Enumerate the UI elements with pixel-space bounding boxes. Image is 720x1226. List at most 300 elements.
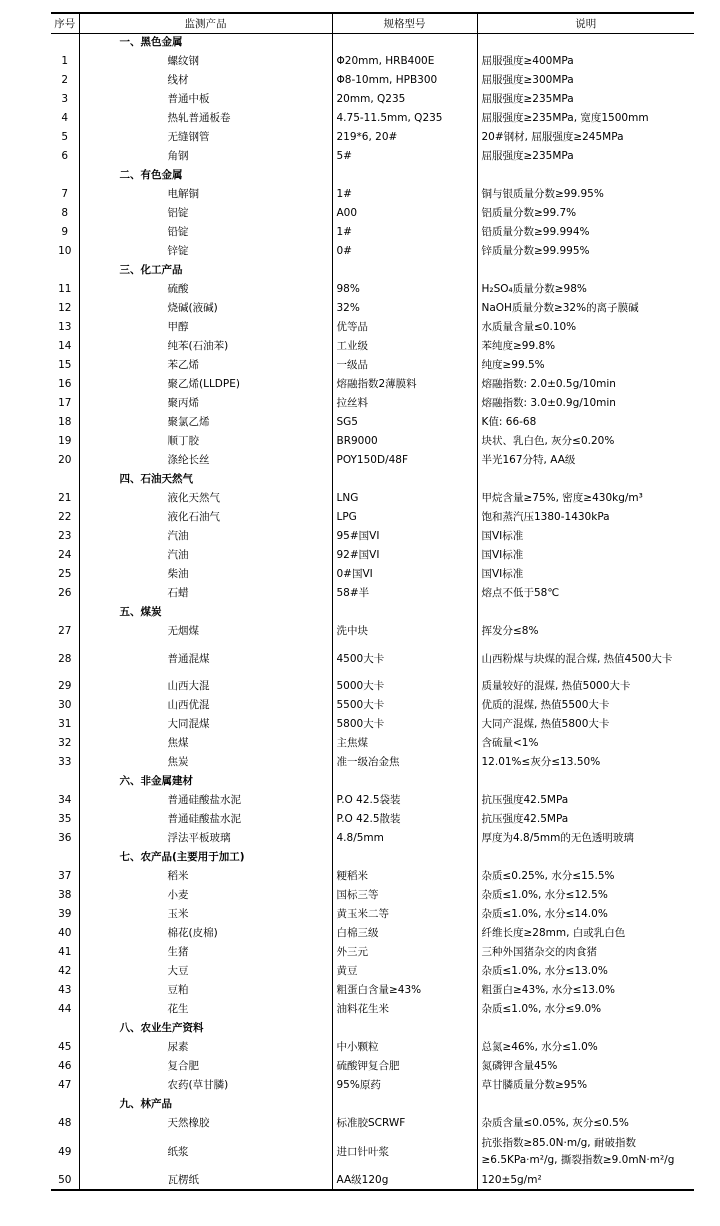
row-number-cell: 23: [51, 527, 79, 546]
category-row: [51, 1019, 694, 1038]
table-row: [51, 71, 694, 90]
row-number-cell: 44: [51, 1000, 79, 1019]
row-number-cell: 25: [51, 565, 79, 584]
row-number-cell: 43: [51, 981, 79, 1000]
spec-cell: [332, 848, 477, 867]
product-cell: 山西优混: [79, 696, 332, 715]
product-cell: 苯乙烯: [79, 356, 332, 375]
spec-cell: [332, 166, 477, 185]
table-row: [51, 204, 694, 223]
product-cell: 花生: [79, 1000, 332, 1019]
product-cell: 纸浆: [79, 1133, 332, 1171]
desc-cell: 草甘膦质量分数≥95%: [481, 1079, 588, 1091]
spec-cell: 1#: [332, 185, 477, 204]
product-cell: 大豆: [79, 962, 332, 981]
category-label: 七、农产品(主要用于加工): [79, 848, 332, 867]
spec-cell: 5#: [332, 147, 477, 166]
product-cell: 普通混煤: [79, 641, 332, 677]
spec-cell: 92#国VI: [332, 546, 477, 565]
row-number-cell: 41: [51, 943, 79, 962]
desc-cell: [477, 848, 694, 867]
product-cell: 铅锭: [79, 223, 332, 242]
product-cell: 小麦: [79, 886, 332, 905]
table-row: [51, 734, 694, 753]
row-number-cell: 14: [51, 337, 79, 356]
product-cell: 柴油: [79, 565, 332, 584]
row-number-cell: 47: [51, 1076, 79, 1095]
table-row: [51, 715, 694, 734]
row-number-cell: 29: [51, 677, 79, 696]
table-row: [51, 337, 694, 356]
row-number-cell: 3: [51, 90, 79, 109]
row-number-cell: [51, 772, 79, 791]
desc-cell: 12.01%≤灰分≤13.50%: [481, 756, 601, 768]
table-row: [51, 791, 694, 810]
table-row: [51, 829, 694, 848]
table-row: [51, 280, 694, 299]
row-number-cell: 12: [51, 299, 79, 318]
spec-cell: 4500大卡: [332, 641, 477, 677]
product-cell: 无烟煤: [79, 622, 332, 641]
table-row: [51, 147, 694, 166]
table-row: [51, 962, 694, 981]
spec-cell: LPG: [332, 508, 477, 527]
category-label: 五、煤炭: [79, 603, 332, 622]
row-number-cell: 10: [51, 242, 79, 261]
category-label: 三、化工产品: [79, 261, 332, 280]
table-row: [51, 677, 694, 696]
table-row: [51, 810, 694, 829]
product-cell: 大同混煤: [79, 715, 332, 734]
desc-cell: 纤维长度≥28mm, 白或乳白色: [481, 927, 626, 939]
row-number-cell: 35: [51, 810, 79, 829]
row-number-cell: 8: [51, 204, 79, 223]
spec-cell: [332, 261, 477, 280]
table-header-row: [51, 13, 694, 33]
row-number-cell: 26: [51, 584, 79, 603]
spec-cell: [332, 33, 477, 52]
spec-cell: A00: [332, 204, 477, 223]
table-row: [51, 375, 694, 394]
row-number-cell: 7: [51, 185, 79, 204]
table-row: [51, 1076, 694, 1095]
spec-cell: 95#国VI: [332, 527, 477, 546]
table-row: [51, 905, 694, 924]
product-cell: 无缝钢管: [79, 128, 332, 147]
header-desc: 说明: [477, 13, 694, 33]
desc-cell: 苯纯度≥99.8%: [481, 340, 556, 352]
desc-cell: 纯度≥99.5%: [481, 359, 545, 371]
product-cell: 农药(草甘膦): [79, 1076, 332, 1095]
row-number-cell: [51, 603, 79, 622]
table-row: [51, 451, 694, 470]
spec-cell: 5000大卡: [332, 677, 477, 696]
product-cell: 尿素: [79, 1038, 332, 1057]
table-row: [51, 413, 694, 432]
row-number-cell: 32: [51, 734, 79, 753]
spec-cell: 进口针叶浆: [332, 1133, 477, 1171]
desc-cell: 半光167分特, AA级: [481, 454, 576, 466]
spec-cell: [332, 772, 477, 791]
table-row: [51, 242, 694, 261]
spec-cell: 白棉三级: [332, 924, 477, 943]
desc-cell: [477, 470, 694, 489]
row-number-cell: [51, 33, 79, 52]
product-cell: 液化天然气: [79, 489, 332, 508]
desc-cell: 熔点不低于58℃: [481, 587, 560, 599]
row-number-cell: 5: [51, 128, 79, 147]
product-cell: 热轧普通板卷: [79, 109, 332, 128]
row-number-cell: [51, 166, 79, 185]
table-row: [51, 1057, 694, 1076]
desc-cell: 国VI标准: [481, 568, 524, 580]
desc-cell: NaOH质量分数≥32%的离子膜碱: [481, 302, 639, 314]
product-cell: 棉花(皮棉): [79, 924, 332, 943]
spec-cell: 5800大卡: [332, 715, 477, 734]
table-row: [51, 1133, 694, 1171]
table-row: [51, 109, 694, 128]
product-cell: 纯苯(石油苯): [79, 337, 332, 356]
table-row: [51, 943, 694, 962]
table-row: [51, 867, 694, 886]
product-cell: 豆粕: [79, 981, 332, 1000]
row-number-cell: 11: [51, 280, 79, 299]
row-number-cell: 46: [51, 1057, 79, 1076]
desc-cell: [477, 603, 694, 622]
table-row: [51, 394, 694, 413]
row-number-cell: 36: [51, 829, 79, 848]
spec-cell: 98%: [332, 280, 477, 299]
row-number-cell: [51, 261, 79, 280]
row-number-cell: [51, 1019, 79, 1038]
table-row: [51, 185, 694, 204]
desc-cell: 水质量含量≤0.10%: [481, 321, 577, 333]
product-cell: 石蜡: [79, 584, 332, 603]
product-cell: 瓦楞纸: [79, 1171, 332, 1190]
product-cell: 普通中板: [79, 90, 332, 109]
desc-cell: 三种外国猪杂交的肉食猪: [481, 946, 597, 958]
spec-cell: POY150D/48F: [332, 451, 477, 470]
spec-cell: 中小颗粒: [332, 1038, 477, 1057]
header-no: 序号: [51, 13, 79, 33]
desc-cell: 20#钢材, 屈服强度≥245MPa: [481, 131, 624, 143]
desc-cell: 屈服强度≥235MPa: [481, 150, 574, 162]
table-row: [51, 90, 694, 109]
category-label: 二、有色金属: [79, 166, 332, 185]
row-number-cell: 4: [51, 109, 79, 128]
product-cell: 角钢: [79, 147, 332, 166]
desc-cell: H₂SO₄质量分数≥98%: [481, 283, 587, 295]
table-row: [51, 318, 694, 337]
category-row: [51, 772, 694, 791]
desc-cell: 粗蛋白≥43%, 水分≤13.0%: [481, 984, 615, 996]
desc-cell: 杂质≤1.0%, 水分≤13.0%: [481, 965, 608, 977]
table-row: [51, 356, 694, 375]
desc-cell: 优质的混煤, 热值5500大卡: [481, 699, 610, 711]
product-cell: 玉米: [79, 905, 332, 924]
desc-cell: [477, 1095, 694, 1114]
desc-cell: 屈服强度≥235MPa, 宽度1500mm: [481, 112, 649, 124]
table-row: [51, 924, 694, 943]
product-cell: 普通硅酸盐水泥: [79, 791, 332, 810]
row-number-cell: 2: [51, 71, 79, 90]
category-row: [51, 261, 694, 280]
desc-cell: 块状、乳白色, 灰分≤0.20%: [481, 435, 615, 447]
row-number-cell: 39: [51, 905, 79, 924]
product-cell: 天然橡胶: [79, 1114, 332, 1133]
product-cell: 聚丙烯: [79, 394, 332, 413]
row-number-cell: 40: [51, 924, 79, 943]
product-cell: 甲醇: [79, 318, 332, 337]
spec-cell: Φ8-10mm, HPB300: [332, 71, 477, 90]
table-row: [51, 886, 694, 905]
category-row: [51, 603, 694, 622]
table-row: [51, 641, 694, 677]
product-cell: 汽油: [79, 527, 332, 546]
row-number-cell: 37: [51, 867, 79, 886]
category-label: 八、农业生产资料: [79, 1019, 332, 1038]
product-cell: 烧碱(液碱): [79, 299, 332, 318]
desc-cell: 杂质≤1.0%, 水分≤9.0%: [481, 1003, 602, 1015]
spec-cell: 32%: [332, 299, 477, 318]
category-row: [51, 1095, 694, 1114]
product-cell: 普通硅酸盐水泥: [79, 810, 332, 829]
row-number-cell: 20: [51, 451, 79, 470]
desc-cell: 熔融指数: 2.0±0.5g/10min: [481, 378, 616, 390]
spec-cell: LNG: [332, 489, 477, 508]
row-number-cell: 16: [51, 375, 79, 394]
row-number-cell: [51, 470, 79, 489]
product-cell: 聚乙烯(LLDPE): [79, 375, 332, 394]
desc-cell: [477, 166, 694, 185]
category-label: 六、非金属建材: [79, 772, 332, 791]
desc-cell: 屈服强度≥235MPa: [481, 93, 574, 105]
table-row: [51, 52, 694, 71]
table-row: [51, 584, 694, 603]
spec-cell: 0#国VI: [332, 565, 477, 584]
header-spec: 规格型号: [332, 13, 477, 33]
desc-cell: 抗压强度42.5MPa: [481, 794, 569, 806]
row-number-cell: [51, 848, 79, 867]
spec-cell: 优等品: [332, 318, 477, 337]
spec-cell: 5500大卡: [332, 696, 477, 715]
product-cell: 锌锭: [79, 242, 332, 261]
row-number-cell: 33: [51, 753, 79, 772]
row-number-cell: 50: [51, 1171, 79, 1190]
product-cell: 浮法平板玻璃: [79, 829, 332, 848]
spec-cell: [332, 470, 477, 489]
product-cell: 山西大混: [79, 677, 332, 696]
header-product: 监测产品: [79, 13, 332, 33]
row-number-cell: 17: [51, 394, 79, 413]
spec-cell: [332, 1019, 477, 1038]
product-cell: 汽油: [79, 546, 332, 565]
row-number-cell: 9: [51, 223, 79, 242]
spec-cell: 一级品: [332, 356, 477, 375]
category-row: [51, 848, 694, 867]
spec-cell: 标准胶SCRWF: [332, 1114, 477, 1133]
product-cell: 硫酸: [79, 280, 332, 299]
desc-cell: 铜与银质量分数≥99.95%: [481, 188, 604, 200]
desc-cell: 大同产混煤, 热值5800大卡: [481, 718, 610, 730]
desc-cell: 熔融指数: 3.0±0.9g/10min: [481, 397, 616, 409]
desc-cell: 铝质量分数≥99.7%: [481, 207, 577, 219]
row-number-cell: 27: [51, 622, 79, 641]
desc-cell: 国VI标准: [481, 530, 524, 542]
spec-cell: 0#: [332, 242, 477, 261]
table-row: [51, 622, 694, 641]
desc-cell: 屈服强度≥400MPa: [481, 55, 574, 67]
product-cell: 线材: [79, 71, 332, 90]
desc-cell: 杂质≤1.0%, 水分≤12.5%: [481, 889, 608, 901]
spec-cell: P.O 42.5袋装: [332, 791, 477, 810]
spec-cell: 主焦煤: [332, 734, 477, 753]
table-row: [51, 489, 694, 508]
product-cell: 铝锭: [79, 204, 332, 223]
desc-cell: 屈服强度≥300MPa: [481, 74, 574, 86]
table-row: [51, 1114, 694, 1133]
row-number-cell: 24: [51, 546, 79, 565]
desc-cell: 杂质≤1.0%, 水分≤14.0%: [481, 908, 608, 920]
spec-cell: SG5: [332, 413, 477, 432]
row-number-cell: 21: [51, 489, 79, 508]
spec-cell: 粳稻米: [332, 867, 477, 886]
row-number-cell: [51, 1095, 79, 1114]
spec-cell: AA级120g: [332, 1171, 477, 1190]
product-cell: 顺丁胶: [79, 432, 332, 451]
table-row: [51, 696, 694, 715]
spec-cell: 4.8/5mm: [332, 829, 477, 848]
row-number-cell: 1: [51, 52, 79, 71]
row-number-cell: 42: [51, 962, 79, 981]
spec-cell: [332, 1095, 477, 1114]
row-number-cell: 18: [51, 413, 79, 432]
table-row: [51, 508, 694, 527]
spec-cell: 油料花生米: [332, 1000, 477, 1019]
table-row: [51, 1171, 694, 1190]
desc-cell: [477, 1019, 694, 1038]
table-row: [51, 299, 694, 318]
monitoring-products-table: [51, 12, 694, 1191]
row-number-cell: 13: [51, 318, 79, 337]
spec-cell: 1#: [332, 223, 477, 242]
product-cell: 焦炭: [79, 753, 332, 772]
table-row: [51, 981, 694, 1000]
spec-cell: 58#半: [332, 584, 477, 603]
row-number-cell: 34: [51, 791, 79, 810]
spec-cell: 洗中块: [332, 622, 477, 641]
spec-cell: 拉丝料: [332, 394, 477, 413]
table-row: [51, 432, 694, 451]
category-row: [51, 166, 694, 185]
row-number-cell: 22: [51, 508, 79, 527]
spec-cell: 4.75-11.5mm, Q235: [332, 109, 477, 128]
row-number-cell: 15: [51, 356, 79, 375]
desc-cell: 厚度为4.8/5mm的无色透明玻璃: [481, 832, 634, 844]
row-number-cell: 19: [51, 432, 79, 451]
spec-cell: 熔融指数2薄膜料: [332, 375, 477, 394]
spec-cell: 外三元: [332, 943, 477, 962]
desc-cell: [477, 772, 694, 791]
category-row: [51, 33, 694, 52]
row-number-cell: 48: [51, 1114, 79, 1133]
category-label: 一、黑色金属: [79, 33, 332, 52]
product-cell: 涤纶长丝: [79, 451, 332, 470]
row-number-cell: 31: [51, 715, 79, 734]
category-label: 四、石油天然气: [79, 470, 332, 489]
category-row: [51, 470, 694, 489]
row-number-cell: 45: [51, 1038, 79, 1057]
desc-cell: 国VI标准: [481, 549, 524, 561]
product-cell: 聚氯乙烯: [79, 413, 332, 432]
desc-cell: 总氮≥46%, 水分≤1.0%: [481, 1041, 598, 1053]
spec-cell: 工业级: [332, 337, 477, 356]
spec-cell: 硫酸钾复合肥: [332, 1057, 477, 1076]
table-row: [51, 565, 694, 584]
desc-cell: 120±5g/m²: [477, 1171, 694, 1190]
spec-cell: P.O 42.5散装: [332, 810, 477, 829]
desc-cell: 杂质≤0.25%, 水分≤15.5%: [481, 870, 615, 882]
spec-cell: 粗蛋白含量≥43%: [332, 981, 477, 1000]
desc-cell: 抗压强度42.5MPa: [481, 813, 569, 825]
product-cell: 复合肥: [79, 1057, 332, 1076]
spec-cell: 准一级冶金焦: [332, 753, 477, 772]
spec-cell: 黄玉米二等: [332, 905, 477, 924]
spec-cell: BR9000: [332, 432, 477, 451]
spec-cell: 95%原药: [332, 1076, 477, 1095]
desc-cell: K值: 66-68: [481, 416, 537, 428]
row-number-cell: 38: [51, 886, 79, 905]
table-row: [51, 1038, 694, 1057]
product-cell: 稻米: [79, 867, 332, 886]
desc-cell: [477, 261, 694, 280]
desc-cell: [477, 33, 694, 52]
category-label: 九、林产品: [79, 1095, 332, 1114]
product-cell: 焦煤: [79, 734, 332, 753]
spec-cell: 国标三等: [332, 886, 477, 905]
table-row: [51, 546, 694, 565]
product-cell: 生猪: [79, 943, 332, 962]
spec-cell: 219*6, 20#: [332, 128, 477, 147]
spec-cell: Φ20mm, HRB400E: [332, 52, 477, 71]
desc-cell: 挥发分≤8%: [481, 625, 539, 637]
desc-cell: 含硫量<1%: [481, 737, 539, 749]
spec-cell: 20mm, Q235: [332, 90, 477, 109]
row-number-cell: 28: [51, 641, 79, 677]
table-row: [51, 128, 694, 147]
row-number-cell: 49: [51, 1133, 79, 1171]
desc-cell: 铅质量分数≥99.994%: [481, 226, 590, 238]
spec-cell: 黄豆: [332, 962, 477, 981]
desc-cell: 甲烷含量≥75%, 密度≥430kg/m³: [481, 492, 643, 504]
table-row: [51, 223, 694, 242]
desc-cell: 饱和蒸汽压1380-1430kPa: [481, 511, 610, 523]
spec-cell: [332, 603, 477, 622]
table-row: [51, 527, 694, 546]
table-row: [51, 753, 694, 772]
desc-cell: 质量较好的混煤, 热值5000大卡: [481, 680, 631, 692]
row-number-cell: 6: [51, 147, 79, 166]
desc-cell: 锌质量分数≥99.995%: [481, 245, 590, 257]
product-cell: 电解铜: [79, 185, 332, 204]
desc-cell: 氮磷钾含量45%: [481, 1060, 558, 1072]
desc-cell: 山西粉煤与块煤的混合煤, 热值4500大卡: [481, 652, 673, 665]
product-cell: 螺纹钢: [79, 52, 332, 71]
table-row: [51, 1000, 694, 1019]
desc-cell: 杂质含量≤0.05%, 灰分≤0.5%: [481, 1117, 629, 1129]
row-number-cell: 30: [51, 696, 79, 715]
desc-cell: 抗张指数≥85.0N·m/g, 耐破指数≥6.5KPa·m²/g, 撕裂指数≥9.0mN·m²/g: [481, 1137, 675, 1166]
